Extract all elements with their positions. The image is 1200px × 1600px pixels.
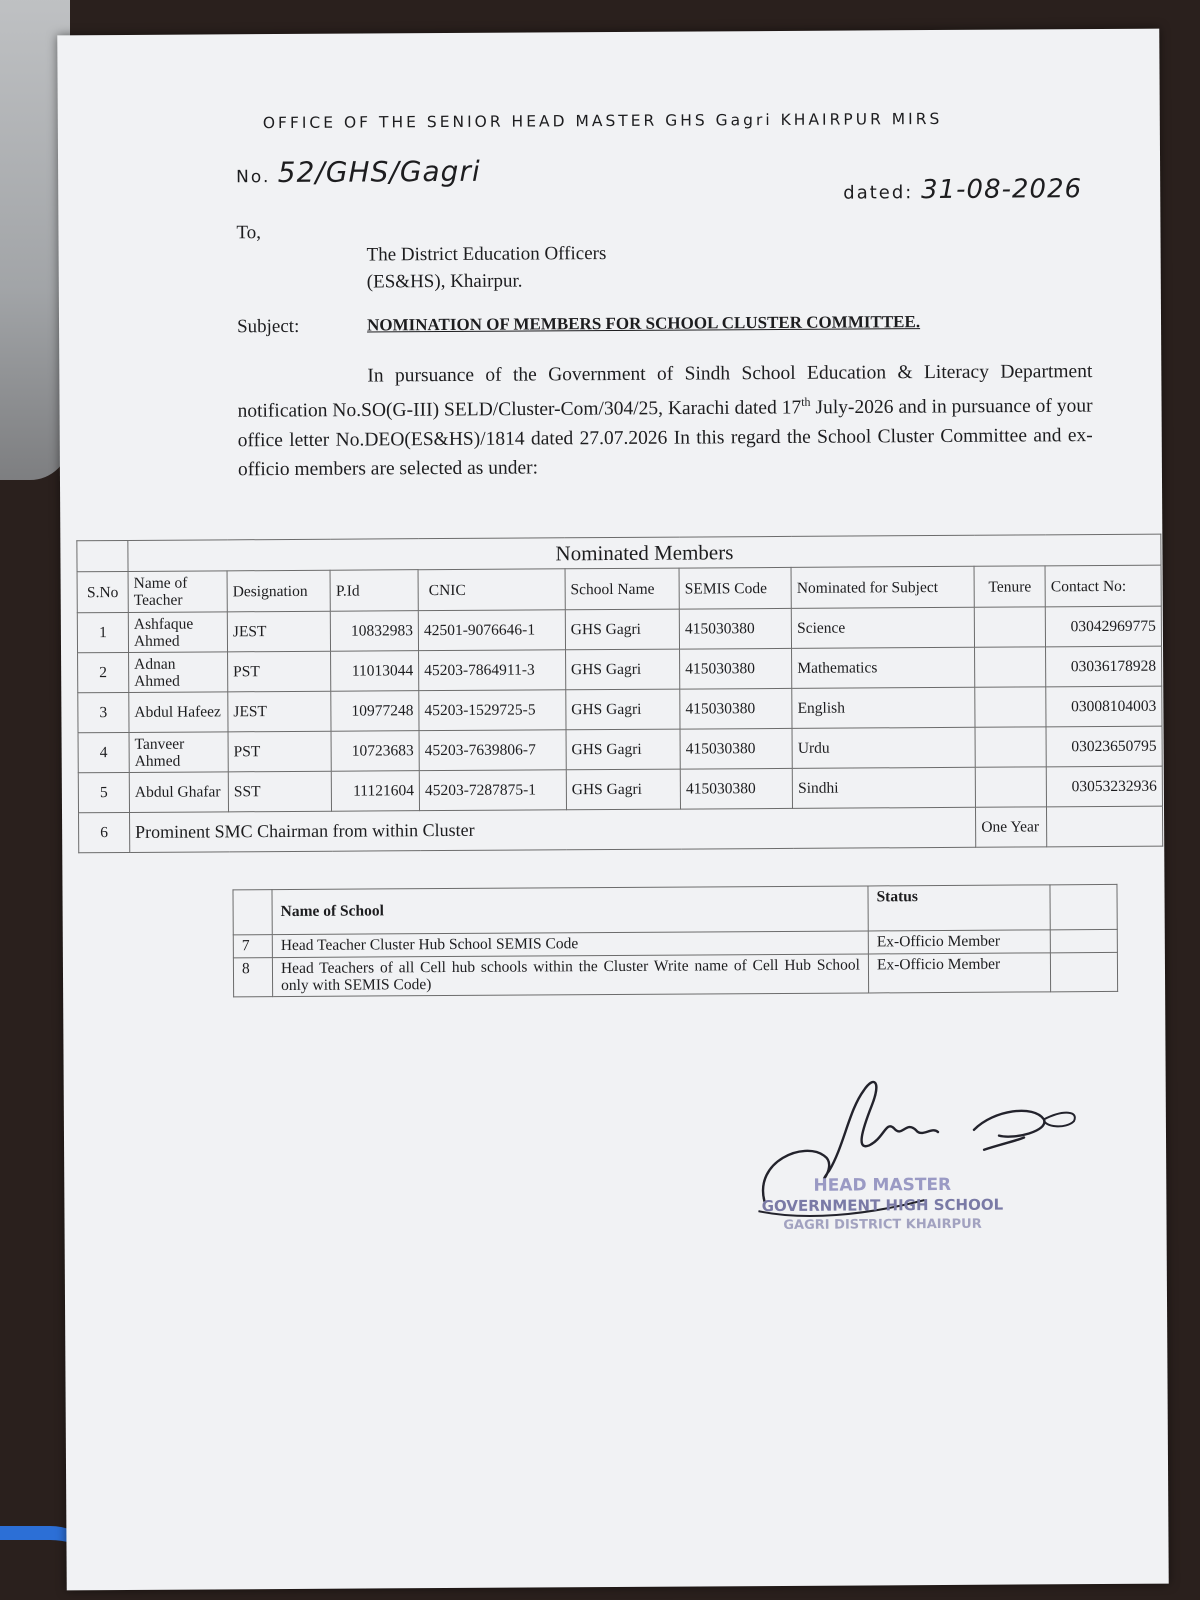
cell-pid: 11121604 <box>332 771 420 812</box>
dated-handwritten: 31-08-2026 <box>920 174 1083 206</box>
table-row <box>78 726 1162 773</box>
cell-school: GHS Gagri <box>565 609 679 650</box>
cell-sno: 7 <box>233 935 272 958</box>
cell-sno: 4 <box>78 732 129 772</box>
cell-sno: 2 <box>78 652 129 692</box>
official-stamp <box>742 1175 1022 1237</box>
cell-tenure <box>974 607 1045 647</box>
cell-extra <box>1050 929 1117 952</box>
recipient-line-1: The District Education Officers <box>366 243 607 266</box>
cell-pid: 10723683 <box>331 731 419 772</box>
header-spacer <box>233 890 272 935</box>
header-school-name: Name of School <box>272 886 868 935</box>
table-row <box>77 606 1161 653</box>
date-line <box>843 174 1082 205</box>
cell-designation: SST <box>228 771 332 812</box>
caption-spacer <box>77 540 128 571</box>
cell-subject: Urdu <box>792 727 975 768</box>
cell-smc-chairman: Prominent SMC Chairman from within Cluster <box>130 807 976 852</box>
body-part-2: July-2026 and in pursuance of your office letter No.DEO(ES&HS)/1814 dated 27.07.2026 In this regard the School Cluster Committee and ex-officio members are selected as under: <box>237 395 1093 480</box>
nominated-members-table <box>76 534 1163 854</box>
header-tenure: Tenure <box>974 566 1045 607</box>
cell-designation: JEST <box>227 611 331 652</box>
cell-tenure <box>975 767 1046 807</box>
header-designation: Designation <box>227 570 331 612</box>
cell-semis: 415030380 <box>679 608 791 649</box>
subject-text: NOMINATION OF MEMBERS FOR SCHOOL CLUSTER COMMITTEE. <box>366 312 921 335</box>
cell-tenure <box>975 647 1046 687</box>
cell-name: Ashfaque Ahmed <box>128 612 227 653</box>
cell-name: Tanveer Ahmed <box>129 732 228 773</box>
cell-name: Abdul Ghafar <box>129 772 228 813</box>
ex-officio-header-row <box>233 884 1117 934</box>
stamp-line-3: GAGRI DISTRICT KHAIRPUR <box>783 1216 982 1233</box>
cell-semis: 415030380 <box>680 768 792 809</box>
cell-subject: English <box>792 687 975 728</box>
header-subject: Nominated for Subject <box>791 566 974 608</box>
header-sno: S.No <box>77 571 128 612</box>
cell-sno: 8 <box>233 958 272 997</box>
table-header-row <box>77 565 1161 613</box>
cell-school-name: Head Teacher Cluster Hub School SEMIS Code <box>272 931 868 958</box>
table-row-smc-chairman <box>79 806 1163 853</box>
cell-semis: 415030380 <box>680 728 792 769</box>
cell-school: GHS Gagri <box>566 729 680 770</box>
header-school: School Name <box>565 568 679 610</box>
reference-number <box>236 155 481 189</box>
cell-sno: 3 <box>78 692 129 732</box>
cell-school: GHS Gagri <box>565 649 679 690</box>
cell-extra <box>1050 952 1117 991</box>
cell-school: GHS Gagri <box>566 769 680 810</box>
cell-cnic: 45203-7864911-3 <box>419 650 566 691</box>
cell-sno: 1 <box>77 612 128 652</box>
table-row <box>78 646 1162 693</box>
cell-pid: 10977248 <box>331 691 419 732</box>
cell-tenure <box>975 687 1046 727</box>
cell-pid: 10832983 <box>331 611 419 652</box>
subject-label: Subject: <box>236 315 300 338</box>
cell-contact <box>1047 806 1163 847</box>
cell-cnic: 45203-7639806-7 <box>419 730 566 771</box>
cell-status: Ex-Officio Member <box>868 930 1050 954</box>
stamp-line-1: HEAD MASTER <box>813 1174 952 1196</box>
header-name: Name of Teacher <box>128 571 227 613</box>
dated-label: dated: <box>843 182 914 204</box>
cell-subject: Science <box>791 607 974 648</box>
cell-school: GHS Gagri <box>566 689 680 730</box>
cell-sno: 5 <box>78 772 129 812</box>
table-row <box>78 766 1162 813</box>
cell-semis: 415030380 <box>680 648 792 689</box>
office-header: OFFICE OF THE SENIOR HEAD MASTER GHS Gagri KHAIRPUR MIRS <box>262 109 943 133</box>
cell-contact: 03053232936 <box>1046 766 1162 807</box>
table-row <box>233 952 1117 996</box>
ex-officio-table <box>232 884 1118 997</box>
cell-status: Ex-Officio Member <box>868 953 1050 993</box>
body-paragraph <box>237 357 1093 484</box>
ref-prefix: No. <box>236 167 271 188</box>
cell-designation: JEST <box>228 691 332 732</box>
cell-cnic: 42501-9076646-1 <box>418 610 565 651</box>
header-contact: Contact No: <box>1045 565 1161 607</box>
cell-sno: 6 <box>79 812 130 852</box>
cell-name: Adnan Ahmed <box>129 652 228 693</box>
cell-designation: PST <box>228 651 332 692</box>
cell-contact: 03042969775 <box>1045 606 1161 647</box>
cell-contact: 03008104003 <box>1046 686 1162 727</box>
to-label: To, <box>236 222 262 244</box>
body-superscript: th <box>801 394 811 409</box>
recipient-address <box>367 240 607 295</box>
table-caption: Nominated Members <box>128 534 1161 571</box>
cell-contact: 03036178928 <box>1046 646 1162 687</box>
cell-cnic: 45203-7287875-1 <box>419 770 566 811</box>
cell-subject: Sindhi <box>792 767 975 808</box>
cell-designation: PST <box>228 731 332 772</box>
cell-semis: 415030380 <box>680 688 792 729</box>
cell-tenure: One Year <box>976 807 1047 847</box>
cell-cnic: 45203-1529725-5 <box>419 690 566 731</box>
recipient-line-2: (ES&HS), Khairpur. <box>366 270 523 293</box>
ref-handwritten: 52/GHS/Gagri <box>277 154 481 190</box>
cell-tenure <box>975 727 1046 767</box>
header-cnic: CNIC <box>418 569 565 611</box>
header-status: Status <box>868 885 1050 931</box>
cell-school-name: Head Teachers of all Cell hub schools within the Cluster Write name of Cell Hub School only with SEMIS Code) <box>272 954 868 997</box>
cell-contact: 03023650795 <box>1046 726 1162 767</box>
letter-sheet <box>57 29 1168 1591</box>
cell-pid: 11013044 <box>331 651 419 692</box>
header-semis: SEMIS Code <box>679 567 791 609</box>
table-row <box>78 686 1162 733</box>
cell-name: Abdul Hafeez <box>129 692 228 733</box>
cell-subject: Mathematics <box>792 647 975 688</box>
stamp-line-2: GOVERNMENT HIGH SCHOOL <box>761 1195 1004 1216</box>
header-extra <box>1050 884 1117 929</box>
body-part-1: In pursuance of the Government of Sindh School Education & Literacy Department notification No.SO(G-III) SELD/Cluster-Com/304/25, Karachi dated 17 <box>237 361 1093 422</box>
header-pid: P.Id <box>330 570 418 612</box>
